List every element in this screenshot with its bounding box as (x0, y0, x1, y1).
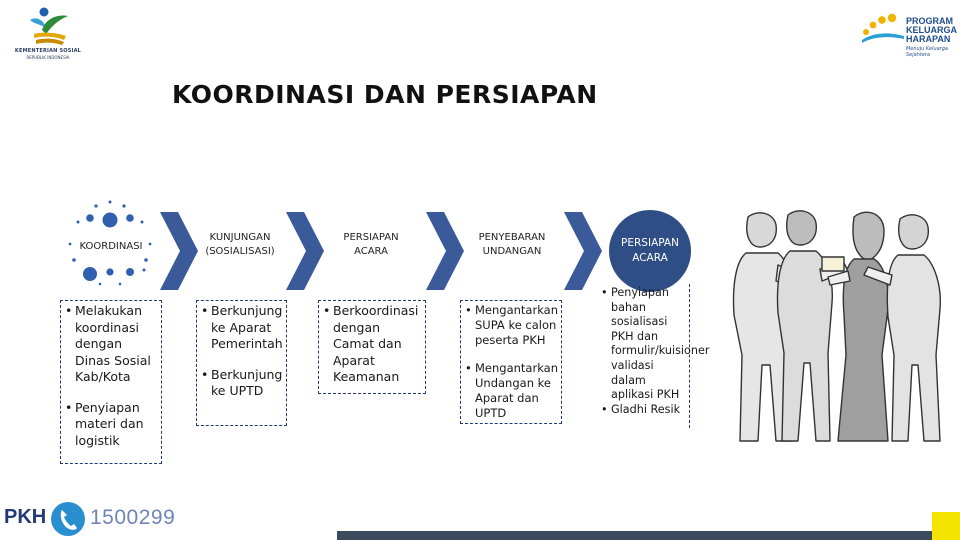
kemensos-subtitle: REPUBLIK INDONESIA (26, 55, 70, 60)
step-label-penyebaran-undangan: PENYEBARAN UNDANGAN (478, 232, 546, 257)
detail-item: • Berkoordinasi dengan Camat dan Aparat Keamanan (323, 303, 419, 384)
person-icon (778, 211, 849, 441)
kunjungan-detail-box (196, 300, 287, 426)
detail-item: • Melakukan koordinasi dengan Dinas Sosial Kab/Kota (65, 303, 151, 384)
person-icon (828, 212, 888, 441)
pkh-logo-line2: KELUARGA (906, 25, 957, 35)
footer-bar (337, 531, 932, 540)
detail-item: • Penyiapan bahan sosialisasi PKH dan formulir/kuisioner validasi dalam aplikasi PKH (601, 286, 710, 402)
step-label-koordinasi: KOORDINASI (79, 241, 143, 252)
step-label-persiapan-acara-active: PERSIAPAN ACARA (621, 237, 679, 264)
detail-item: • Berkunjung ke UPTD (201, 366, 283, 398)
penyebaran-undangan-detail-box (460, 300, 562, 424)
footer-phone: 1500299 (90, 506, 176, 529)
chevron-right-icon (286, 212, 324, 290)
pkh-emblem-icon (860, 10, 904, 46)
pkh-logo-line3: HARAPAN (906, 34, 951, 44)
koordinasi-detail-box (60, 300, 162, 464)
officials-illustration (718, 205, 950, 445)
persiapan-acara-detail-box (318, 300, 426, 394)
detail-item: • Mengantarkan SUPA ke calon peserta PKH (465, 303, 558, 347)
pkh-program-logo (858, 4, 958, 66)
pkh-logo-line1: PROGRAM (906, 16, 953, 26)
slide-title: KOORDINASI DAN PERSIAPAN (172, 80, 598, 109)
persiapan-acara-final-detail-box (598, 284, 710, 428)
step-label-persiapan-acara: PERSIAPAN ACARA (343, 232, 399, 257)
detail-item: • Gladhi Resik (601, 402, 681, 416)
kemensos-emblem-icon (24, 6, 70, 46)
pkh-logo-tagline: Menuju Keluarga Sejahtera (906, 46, 948, 58)
kemensos-logo (8, 4, 88, 66)
phone-icon (50, 501, 86, 537)
footer-brand: PKH (4, 506, 47, 528)
step-circle-persiapan-acara (609, 210, 691, 292)
detail-item: • Penyiapan materi dan logistik (65, 399, 144, 448)
detail-item: • Mengantarkan Undangan ke Aparat dan UPTD (465, 361, 558, 420)
pkh-hotline-logo (0, 498, 180, 538)
step-label-kunjungan: KUNJUNGAN (SOSIALISASI) (205, 232, 275, 257)
kemensos-name: KEMENTERIAN SOSIAL (14, 48, 82, 54)
chevron-right-icon (564, 212, 602, 290)
chevron-right-icon (426, 212, 464, 290)
footer-accent-block (932, 512, 960, 540)
detail-item: • Berkunjung ke Aparat Pemerintah (201, 303, 283, 351)
